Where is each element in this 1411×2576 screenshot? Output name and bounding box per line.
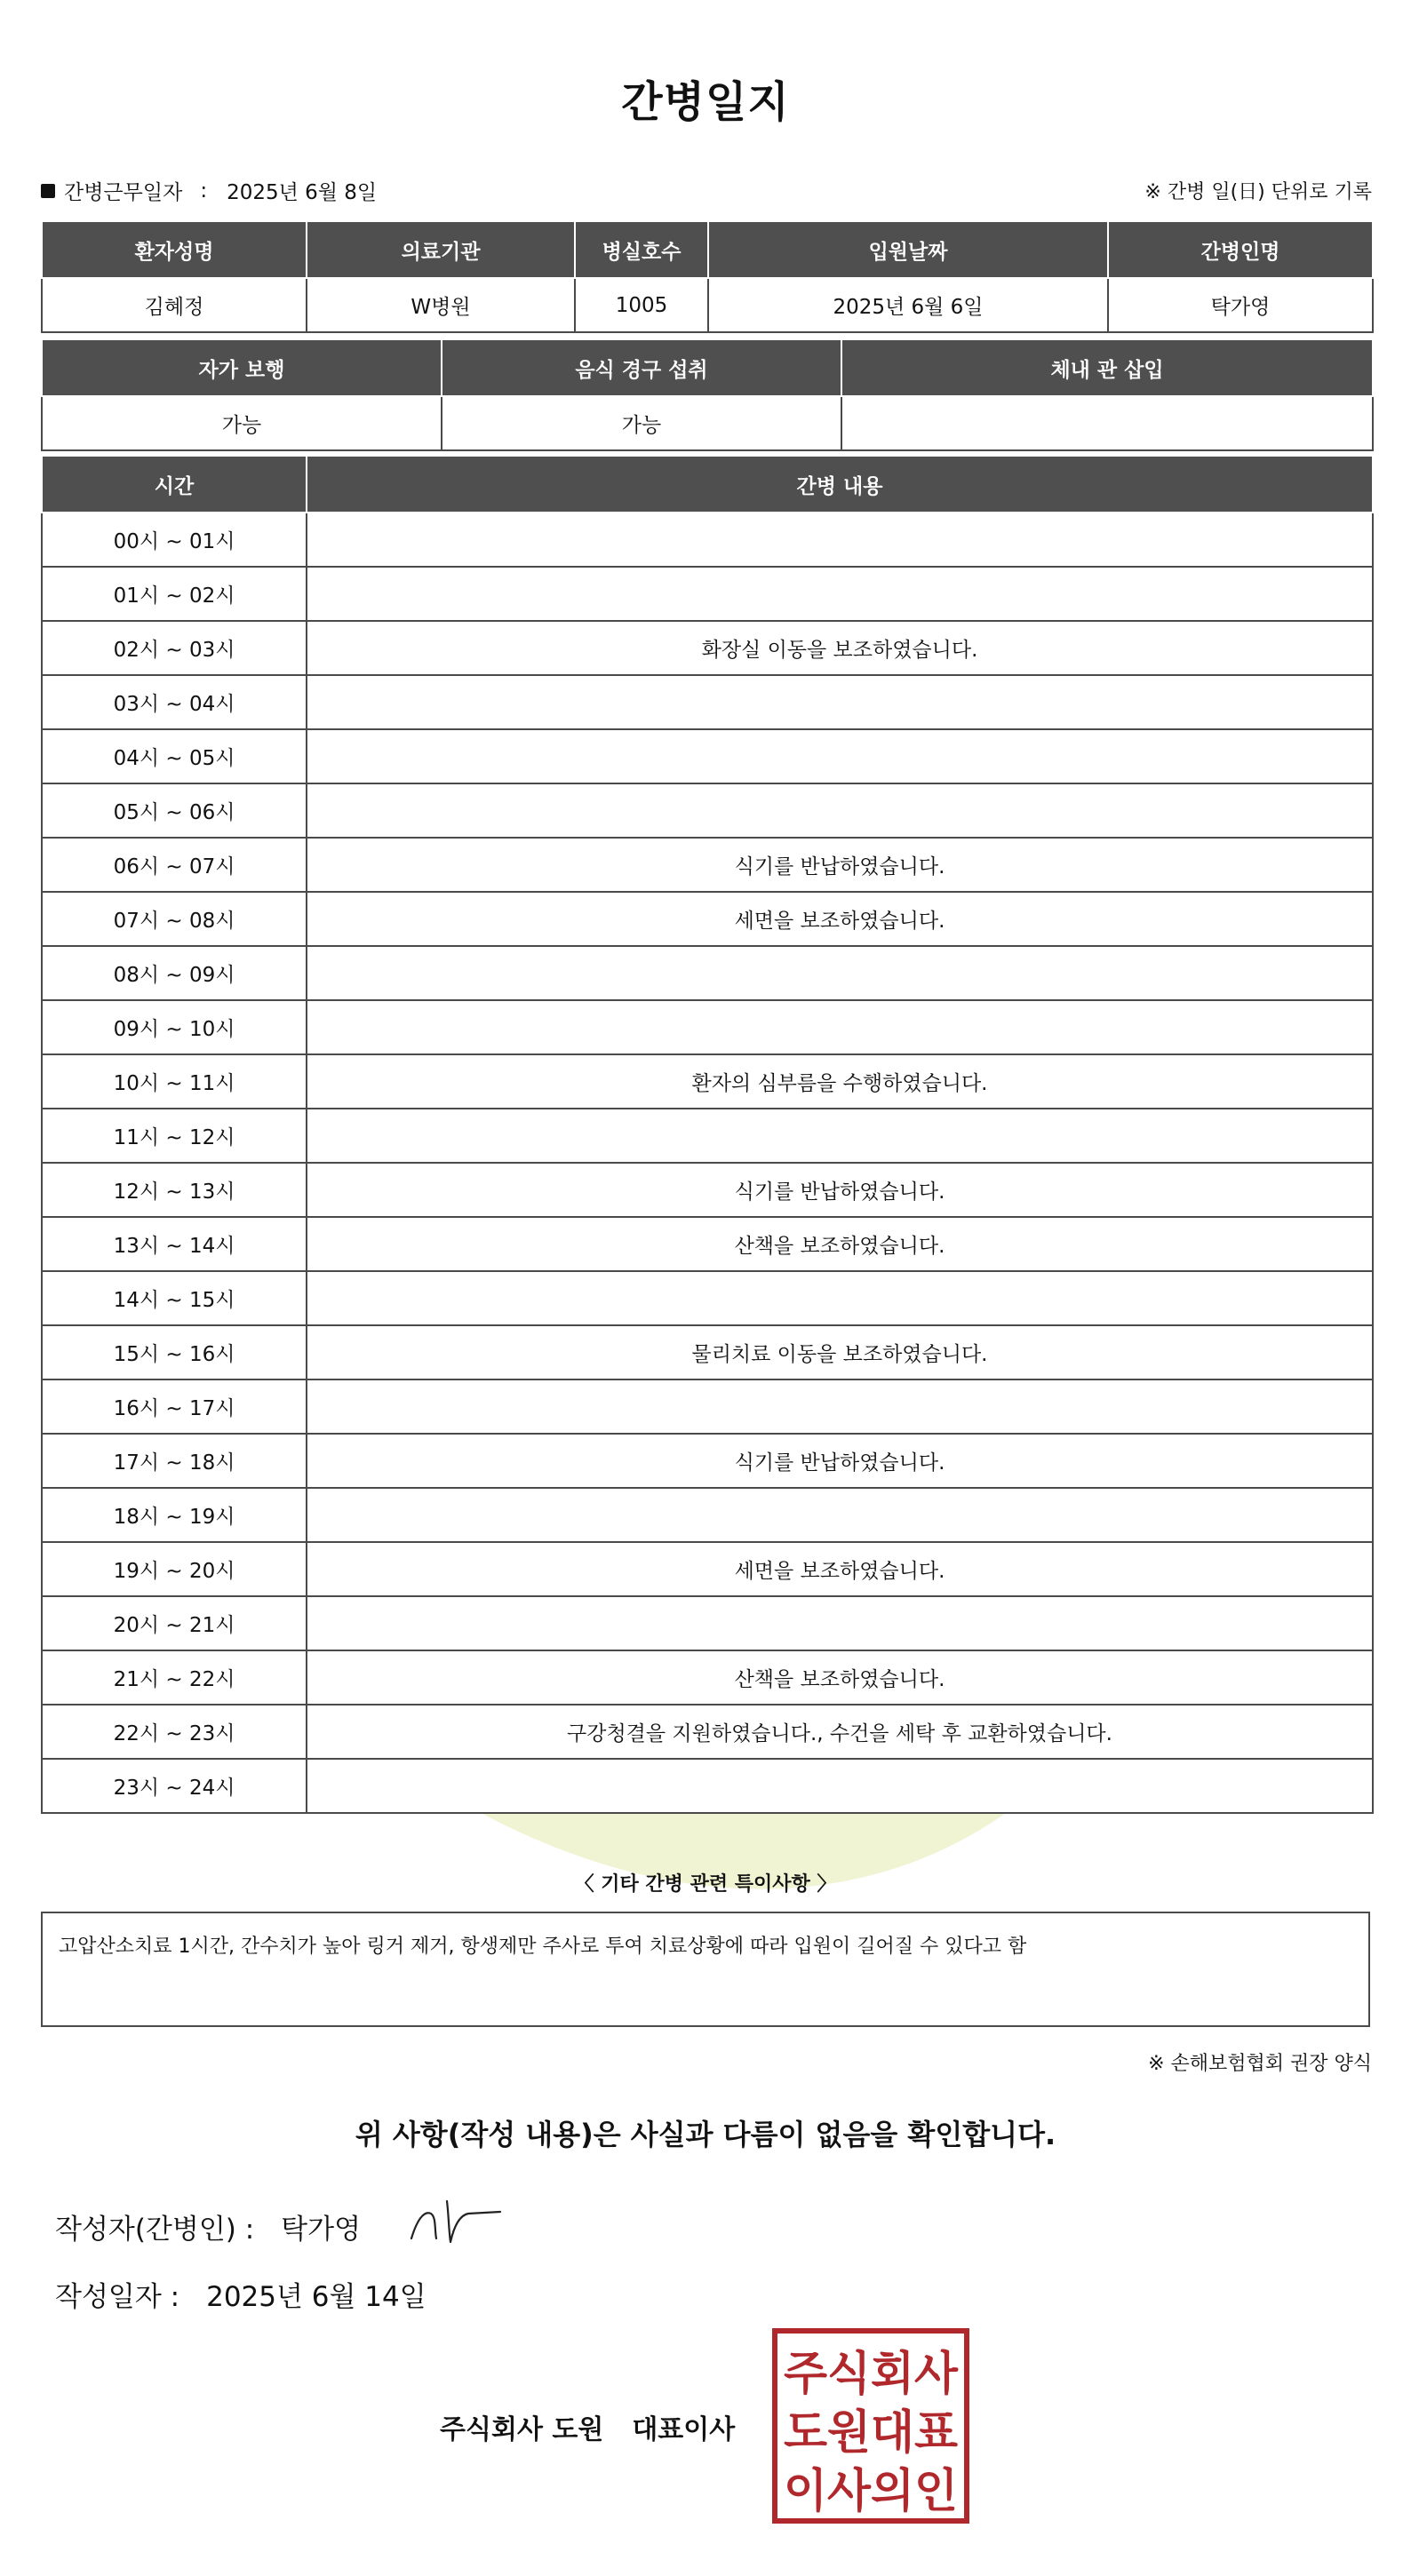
admission-date: 2025년 6월 6일 (708, 278, 1108, 332)
care-log-content (307, 513, 1373, 567)
header-patient-name: 환자성명 (42, 221, 307, 278)
care-log-row (42, 621, 1373, 675)
care-log-row (42, 1434, 1373, 1488)
company-seal-stamp (771, 2327, 970, 2524)
care-log-time: 19시 ~ 20시 (42, 1542, 307, 1596)
care-log-row (42, 1705, 1373, 1759)
writer-name: 탁가영 (281, 2214, 362, 2246)
written-date-label: 작성일자 : (55, 2281, 180, 2313)
care-log-content (307, 1379, 1373, 1434)
self-walking-value: 가능 (42, 396, 442, 450)
care-log-row (42, 567, 1373, 621)
care-log-time: 23시 ~ 24시 (42, 1759, 307, 1813)
care-log-content: 산책을 보조하였습니다. (307, 1217, 1373, 1271)
care-log-content (307, 1000, 1373, 1054)
header-time: 시간 (42, 456, 307, 513)
care-log-row (42, 1217, 1373, 1271)
care-log-content (307, 1488, 1373, 1542)
notes-text: 고압산소치료 1시간, 간수치가 높아 링거 제거, 항생제만 주사로 투여 치료상황에 따라 입원이 길어질 수 있다고 함 (59, 1936, 1027, 1958)
patient-status-header-row (42, 339, 1373, 396)
care-log-time: 00시 ~ 01시 (42, 513, 307, 567)
care-log-time: 04시 ~ 05시 (42, 729, 307, 783)
care-log-content (307, 567, 1373, 621)
company-line (440, 2407, 735, 2446)
care-log-time: 21시 ~ 22시 (42, 1650, 307, 1705)
care-log-content: 구강청결을 지원하였습니다., 수건을 세탁 후 교환하였습니다. (307, 1705, 1373, 1759)
written-date-line (55, 2274, 426, 2314)
care-log-time: 01시 ~ 02시 (42, 567, 307, 621)
care-log-content: 산책을 보조하였습니다. (307, 1650, 1373, 1705)
notes-title: 〈 기타 간병 관련 특이사항 〉 (574, 1873, 837, 1896)
care-log-body (42, 513, 1373, 1813)
oral-intake-value: 가능 (442, 396, 841, 450)
care-log-time: 20시 ~ 21시 (42, 1596, 307, 1650)
writer-line (55, 2206, 361, 2246)
care-log-content (307, 1759, 1373, 1813)
care-log-content (307, 675, 1373, 729)
notes-box (41, 1912, 1370, 2027)
care-log-row (42, 1054, 1373, 1109)
form-source-note: ※ 손해보험협회 권장 양식 (1148, 2053, 1372, 2075)
written-date-value: 2025년 6월 14일 (206, 2281, 426, 2313)
care-log-row (42, 513, 1373, 567)
care-log-time: 03시 ~ 04시 (42, 675, 307, 729)
work-date-separator: : (200, 179, 208, 203)
care-log-content: 물리치료 이동을 보조하였습니다. (307, 1325, 1373, 1379)
work-date (41, 176, 377, 205)
seal-text-line: 주식회사 (784, 2348, 959, 2401)
care-log-row (42, 1759, 1373, 1813)
record-note: ※ 간병 일(日) 단위로 기록 (1144, 181, 1372, 203)
confirmation-statement: 위 사항(작성 내용)은 사실과 다름이 없음을 확인합니다. (355, 2118, 1056, 2151)
care-log-time: 08시 ~ 09시 (42, 946, 307, 1000)
care-log-content: 세면을 보조하였습니다. (307, 1542, 1373, 1596)
header-caregiver-name: 간병인명 (1108, 221, 1373, 278)
care-log-row (42, 1488, 1373, 1542)
header-admission-date: 입원날짜 (708, 221, 1108, 278)
care-log-row (42, 1271, 1373, 1325)
patient-status-value-row (42, 396, 1373, 450)
care-log-row (42, 1596, 1373, 1650)
care-log-time: 13시 ~ 14시 (42, 1217, 307, 1271)
header-tube-insertion: 체내 관 삽입 (841, 339, 1373, 396)
care-log-time: 14시 ~ 15시 (42, 1271, 307, 1325)
care-log-content (307, 783, 1373, 838)
care-log-content: 화장실 이동을 보조하였습니다. (307, 621, 1373, 675)
care-log-row (42, 729, 1373, 783)
header-room-number: 병실호수 (575, 221, 708, 278)
patient-status-table (41, 338, 1374, 451)
bullet-square-icon (41, 184, 55, 198)
header-oral-intake: 음식 경구 섭취 (442, 339, 841, 396)
tube-insertion-value (841, 396, 1373, 450)
care-log-time: 02시 ~ 03시 (42, 621, 307, 675)
hospital-name: W병원 (307, 278, 575, 332)
care-log-row (42, 1163, 1373, 1217)
header-hospital: 의료기관 (307, 221, 575, 278)
care-log-time: 22시 ~ 23시 (42, 1705, 307, 1759)
care-log-row (42, 1542, 1373, 1596)
care-log-time: 09시 ~ 10시 (42, 1000, 307, 1054)
care-log-content (307, 1109, 1373, 1163)
patient-info-header-row (42, 221, 1373, 278)
care-log-content: 식기를 반납하였습니다. (307, 838, 1373, 892)
care-log-time: 17시 ~ 18시 (42, 1434, 307, 1488)
caregiver-name: 탁가영 (1108, 278, 1373, 332)
care-log-row (42, 675, 1373, 729)
care-log-content (307, 1271, 1373, 1325)
company-name: 주식회사 도원 (440, 2414, 604, 2445)
care-log-row (42, 946, 1373, 1000)
header-self-walking: 자가 보행 (42, 339, 442, 396)
care-log-row (42, 783, 1373, 838)
seal-text (784, 2348, 959, 2518)
care-log-table (41, 455, 1374, 1814)
header-care-content: 간병 내용 (307, 456, 1373, 513)
care-log-row (42, 1379, 1373, 1434)
care-log-content: 환자의 심부름을 수행하였습니다. (307, 1054, 1373, 1109)
company-role: 대표이사 (632, 2414, 736, 2445)
care-log-content (307, 946, 1373, 1000)
care-log-row (42, 1109, 1373, 1163)
care-log-time: 07시 ~ 08시 (42, 892, 307, 946)
patient-info-table (41, 220, 1374, 333)
care-log-content: 식기를 반납하였습니다. (307, 1163, 1373, 1217)
care-log-time: 12시 ~ 13시 (42, 1163, 307, 1217)
work-date-value: 2025년 6월 8일 (227, 181, 378, 204)
care-log-row (42, 1650, 1373, 1705)
care-log-time: 06시 ~ 07시 (42, 838, 307, 892)
seal-text-line: 이사의인 (784, 2465, 958, 2518)
seal-text-line: 도원대표 (784, 2406, 958, 2460)
care-log-content (307, 729, 1373, 783)
document-title: 간병일지 (621, 77, 790, 127)
care-log-row (42, 1000, 1373, 1054)
care-log-content: 식기를 반납하였습니다. (307, 1434, 1373, 1488)
handwritten-signature (404, 2194, 511, 2247)
care-log-content (307, 1596, 1373, 1650)
writer-label: 작성자(간병인) : (55, 2214, 255, 2246)
care-log-time: 05시 ~ 06시 (42, 783, 307, 838)
work-date-label: 간병근무일자 (64, 181, 183, 204)
care-log-time: 16시 ~ 17시 (42, 1379, 307, 1434)
patient-info-value-row (42, 278, 1373, 332)
care-log-time: 11시 ~ 12시 (42, 1109, 307, 1163)
room-number: 1005 (575, 278, 708, 332)
care-log-time: 15시 ~ 16시 (42, 1325, 307, 1379)
care-log-row (42, 1325, 1373, 1379)
care-log-header-row (42, 456, 1373, 513)
care-log-content: 세면을 보조하였습니다. (307, 892, 1373, 946)
care-log-row (42, 838, 1373, 892)
care-log-row (42, 892, 1373, 946)
patient-name: 김혜정 (42, 278, 307, 332)
care-log-time: 18시 ~ 19시 (42, 1488, 307, 1542)
care-log-time: 10시 ~ 11시 (42, 1054, 307, 1109)
